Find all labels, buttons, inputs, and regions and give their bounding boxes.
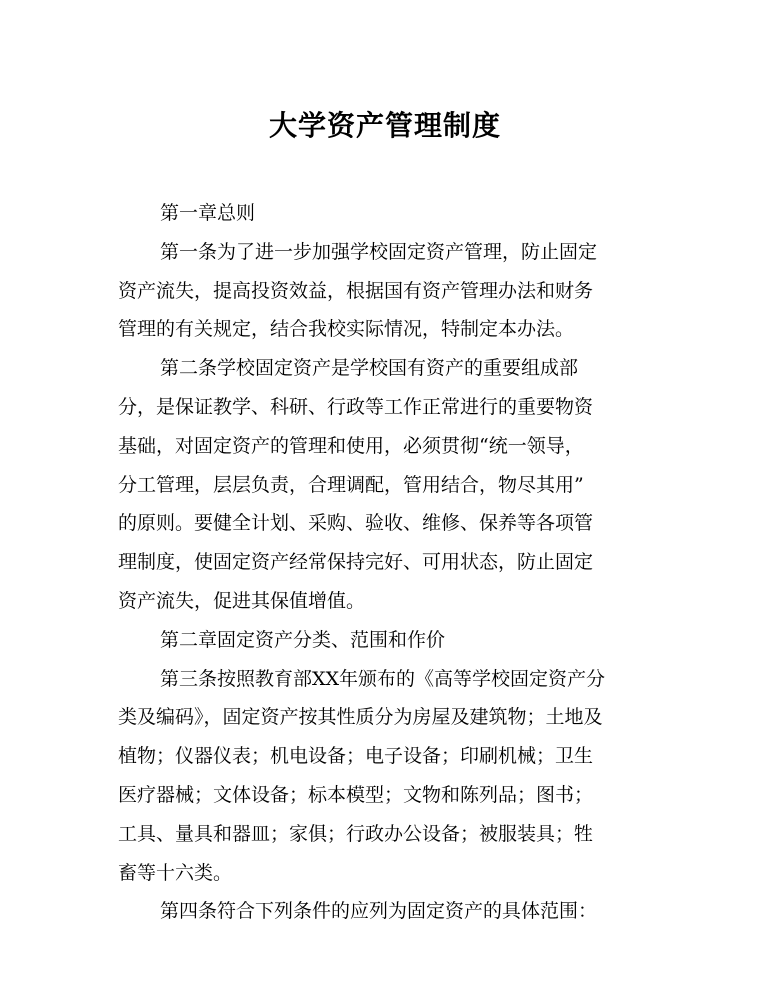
body-line: 类及编码》，固定资产按其性质分为房屋及建筑物；土地及	[118, 706, 603, 729]
body-line: 管理的有关规定，结合我校实际情况，特制定本办法。	[118, 318, 575, 341]
body-line: 第一条为了进一步加强学校固定资产管理，防止固定	[160, 240, 598, 263]
body-line: 医疗器械；文体设备；标本模型；文物和陈列品；图书；	[118, 783, 594, 806]
body-line: 第三条按照教育部XX年颁布的《高等学校固定资产分	[160, 667, 606, 690]
chapter-heading: 第一章总则	[160, 202, 256, 224]
body-line: 分，是保证教学、科研、行政等工作正常进行的重要物资	[118, 395, 594, 418]
body-line: 畜等十六类。	[118, 861, 233, 884]
body-line: 第四条符合下列条件的应列为固定资产的具体范围：	[160, 900, 598, 923]
body-line: 的原则。要健全计划、采购、验收、维修、保养等各项管	[118, 512, 594, 535]
body-line: 分工管理，层层负责，合理调配，管用结合，物尽其用”	[118, 473, 584, 496]
body-line: 资产流失，促进其保值增值。	[118, 589, 366, 612]
body-line: 理制度，使固定资产经常保持完好、可用状态，防止固定	[118, 551, 594, 574]
body-line: 植物；仪器仪表；机电设备；电子设备；印刷机械；卫生	[118, 745, 594, 768]
body-line: 基础，对固定资产的管理和使用，必须贯彻“统一领导，	[118, 434, 584, 457]
document-title: 大学资产管理制度	[268, 109, 501, 142]
body-line: 第二条学校固定资产是学校国有资产的重要组成部	[160, 357, 579, 380]
body-line: 资产流失，提高投资效益，根据国有资产管理办法和财务	[118, 279, 594, 302]
document-body	[118, 194, 638, 931]
body-line: 工具、量具和器皿；家俱；行政办公设备；被服装具；牲	[118, 822, 594, 845]
chapter-heading: 第二章固定资产分类、范围和作价	[160, 628, 446, 651]
